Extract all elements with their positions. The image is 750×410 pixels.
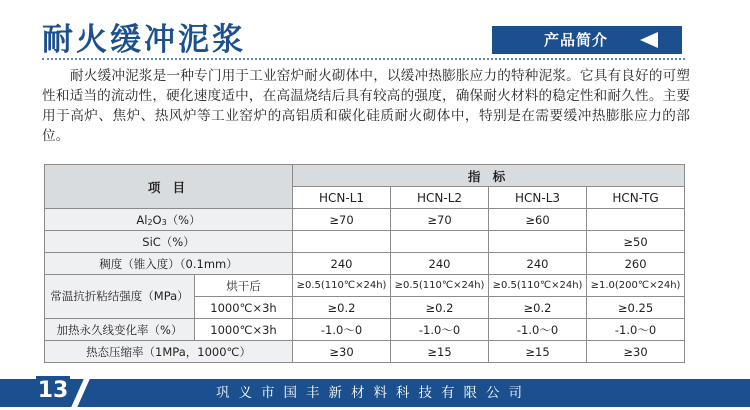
table-cell: -1.0～0 xyxy=(391,319,489,341)
table-cell: ≥1.0(200℃×24h) xyxy=(587,275,685,297)
condition-cell: 烘干后 xyxy=(195,275,293,297)
table-cell: ≥0.5(110℃×24h) xyxy=(391,275,489,297)
table-cell: ≥0.2 xyxy=(293,297,391,319)
table-cell: ≥50 xyxy=(587,231,685,253)
table-row xyxy=(45,319,685,341)
table-cell: ≥30 xyxy=(587,341,685,363)
section-tab xyxy=(492,26,682,54)
table-row xyxy=(45,275,685,297)
table-row xyxy=(45,341,685,363)
table-cell: -1.0～0 xyxy=(293,319,391,341)
row-label-compression: 热态压缩率（1MPa，1000℃） xyxy=(45,341,293,363)
section-tab-label: 产品简介 xyxy=(544,31,609,49)
table-cell: ≥0.5(110℃×24h) xyxy=(293,275,391,297)
row-label-sic: SiC（%） xyxy=(45,231,293,253)
row-label-consistency: 稠度（锥入度）（0.1mm） xyxy=(45,253,293,275)
page-title: 耐火缓冲泥浆 xyxy=(42,22,246,58)
page-number: 13 xyxy=(36,376,70,406)
table-cell: 240 xyxy=(489,253,587,275)
condition-cell: 1000℃×3h xyxy=(195,319,293,341)
table-cell: ≥15 xyxy=(391,341,489,363)
model-header: HCN-L2 xyxy=(391,187,489,209)
condition-cell: 1000℃×3h xyxy=(195,297,293,319)
table-cell: 240 xyxy=(391,253,489,275)
table-cell: ≥0.2 xyxy=(489,297,587,319)
table-cell: ≥0.5(110℃×24h) xyxy=(489,275,587,297)
table-cell: 260 xyxy=(587,253,685,275)
table-cell: ≥0.2 xyxy=(391,297,489,319)
table-cell: -1.0～0 xyxy=(587,319,685,341)
table-row xyxy=(45,253,685,275)
table-cell: 240 xyxy=(293,253,391,275)
table-cell xyxy=(587,209,685,231)
model-header: HCN-L1 xyxy=(293,187,391,209)
model-header: HCN-L3 xyxy=(489,187,587,209)
intro-paragraph: 耐火缓冲泥浆是一种专门用于工业窑炉耐火砌体中，以缓冲热膨胀应力的特种泥浆。它具有良好的可塑性和适当的流动性，硬化速度适中，在高温烧结后具有较高的强度，确保耐火材料的稳定性和耐久性。主要用于高炉、焦炉、热风炉等工业窑炉的高铝质和碳化硅质耐火砌体中，特别是在需要缓冲热膨胀应力的部位。 xyxy=(42,68,690,144)
spec-table xyxy=(44,164,685,363)
item-header: 项 目 xyxy=(45,165,293,209)
company-name: 巩义市国丰新材料科技有限公司 xyxy=(216,385,531,401)
table-cell: ≥15 xyxy=(489,341,587,363)
left-arrow-icon xyxy=(640,32,658,48)
table-cell: ≥70 xyxy=(391,209,489,231)
table-cell xyxy=(489,231,587,253)
model-header: HCN-TG xyxy=(587,187,685,209)
row-label-linear-change: 加热永久线变化率（%） xyxy=(45,319,195,341)
table-row xyxy=(45,209,685,231)
index-header: 指 标 xyxy=(293,165,685,187)
title-divider xyxy=(42,58,685,60)
table-header-row xyxy=(45,165,685,187)
table-cell xyxy=(391,231,489,253)
row-label-al2o3: $Al_2O_3(\%)$ xyxy=(45,209,293,231)
table-cell: ≥70 xyxy=(293,209,391,231)
table-cell: ≥0.25 xyxy=(587,297,685,319)
table-cell: ≥60 xyxy=(489,209,587,231)
table-row xyxy=(45,231,685,253)
table-cell: ≥30 xyxy=(293,341,391,363)
table-cell xyxy=(293,231,391,253)
table-cell: -1.0～0 xyxy=(489,319,587,341)
row-label-strength: 常温抗折粘结强度（MPa） xyxy=(45,275,195,319)
